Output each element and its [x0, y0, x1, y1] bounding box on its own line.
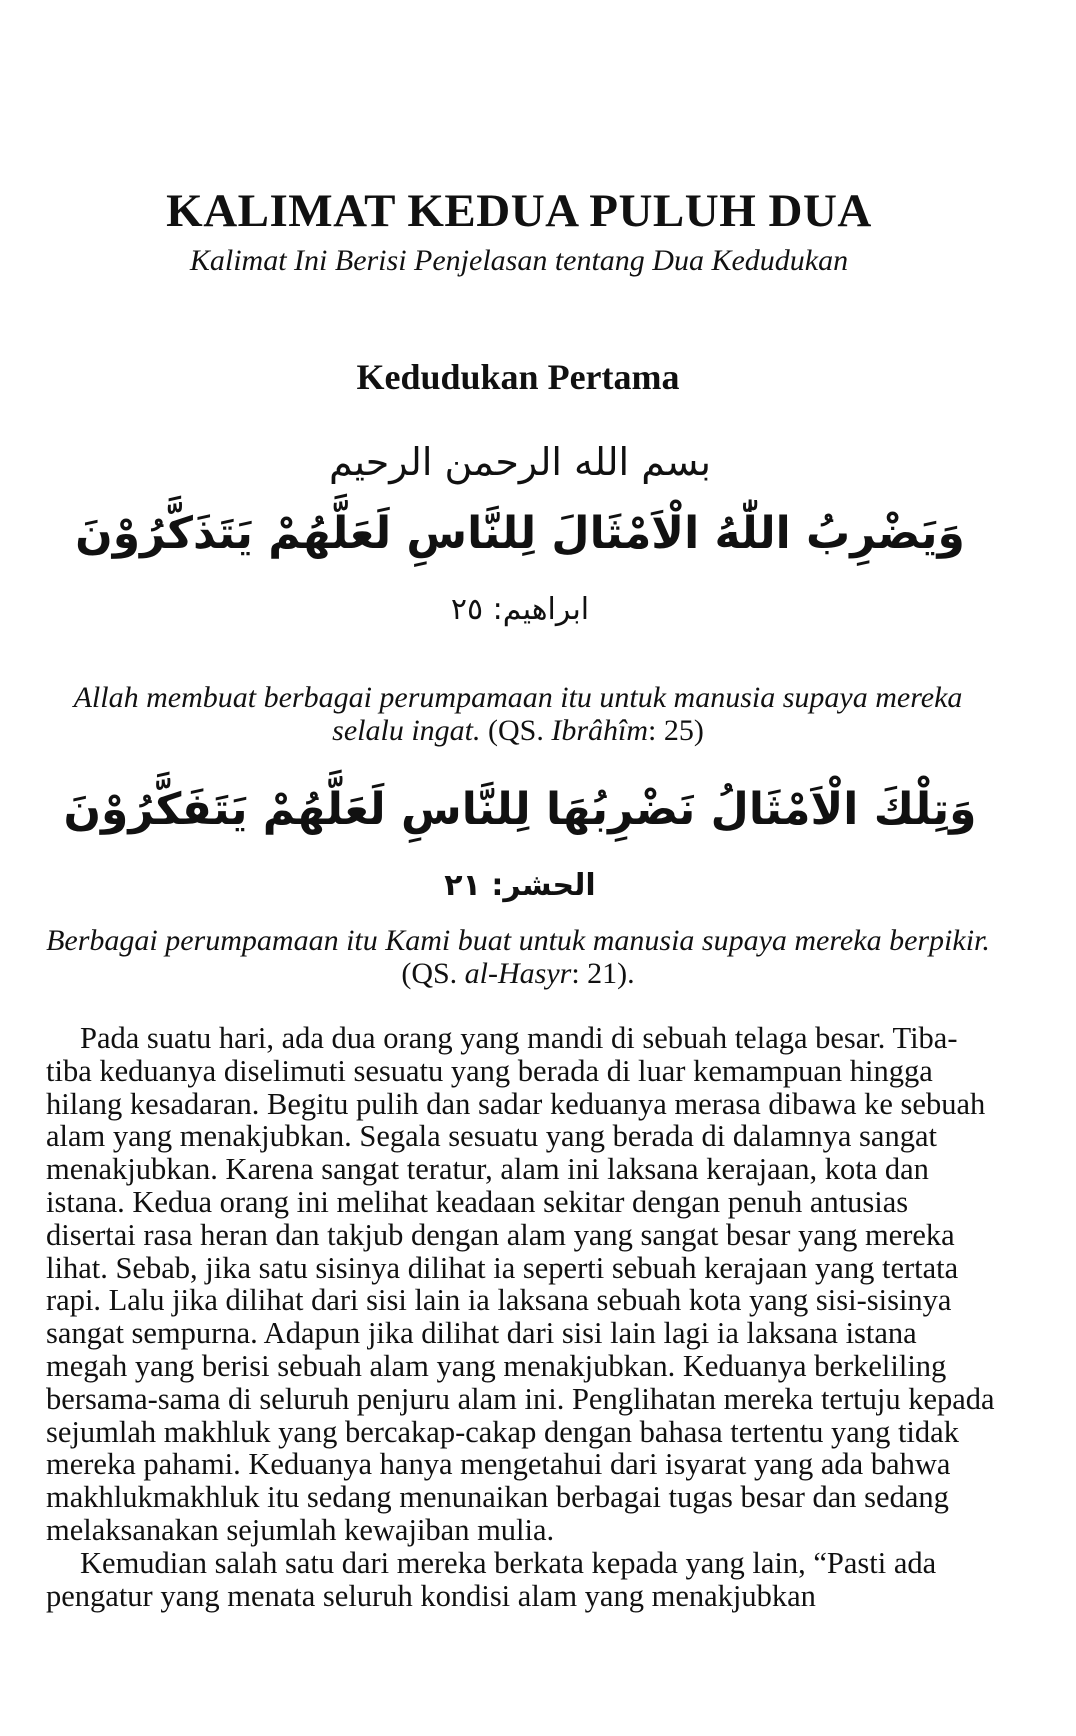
verse-translation-hasyr: [46, 924, 990, 990]
verse-reference-hasyr: الحشر: ٢١: [444, 868, 596, 903]
verse-arabic-ibrahim: وَيَضْرِبُ اللّٰهُ الْاَمْثَالَ لِلنَّاسِ لَعَلَّهُمْ يَتَذَكَّرُوْنَ: [75, 508, 965, 559]
citation-surah: al-Hasyr: [464, 957, 572, 990]
chapter-title: KALIMAT KEDUA PULUH DUA: [166, 185, 872, 237]
body-text: [46, 1022, 996, 1612]
verse-translation-ibrahim: [46, 681, 990, 747]
translation-text: Allah membuat berbagai perumpamaan itu untuk manusia supaya mereka selalu ingat.: [73, 681, 963, 747]
citation-suffix: : 21).: [571, 957, 635, 990]
translation-text: Berbagai perumpamaan itu Kami buat untuk manusia supaya mereka berpikir.: [46, 924, 990, 957]
verse-reference-ibrahim: ابراهيم: ٢٥: [450, 592, 590, 627]
verse-arabic-hasyr: وَتِلْكَ الْاَمْثَالُ نَضْرِبُهَا لِلنَّاسِ لَعَلَّهُمْ يَتَفَكَّرُوْنَ: [63, 784, 977, 835]
body-paragraph: Kemudian salah satu dari mereka berkata kepada yang lain, “Pasti ada pengatur yang menata seluruh kondisi alam yang menakjubkan: [46, 1545, 937, 1613]
citation-prefix: (QS.: [488, 714, 552, 747]
citation-prefix: (QS.: [401, 957, 465, 990]
section-heading: Kedudukan Pertama: [356, 357, 680, 397]
citation-suffix: : 25): [648, 714, 704, 747]
citation-surah: Ibrâhîm: [551, 714, 649, 747]
chapter-subtitle: Kalimat Ini Berisi Penjelasan tentang Dua Kedudukan: [189, 244, 849, 277]
body-paragraph: Pada suatu hari, ada dua orang yang mandi di sebuah telaga besar. Tiba-tiba keduanya diselimuti sesuatu yang berada di luar kemampuan hingga hilang kesadaran. Begitu pulih dan sadar keduanya merasa dibawa ke sebuah alam yang menakjubkan. Segala sesuatu yang berada di dalamnya sangat menakjubkan. Karena sangat teratur, alam ini laksana kerajaan, kota dan istana. Kedua orang ini melihat keadaan sekitar dengan penuh antusias disertai rasa heran dan takjub dengan alam yang sangat besar yang mereka lihat. Sebab, jika satu sisinya dilihat ia seperti sebuah kerajaan yang tertata rapi. Lalu jika dilihat dari sisi lain ia laksana sebuah kota yang sisi-sisinya sangat sempurna. Adapun jika dilihat dari sisi lain lagi ia laksana istana megah yang berisi sebuah alam yang menakjubkan. Keduanya berkeliling bersama-sama di seluruh penjuru alam ini. Penglihatan mereka tertuju kepada sejumlah makhluk yang bercakap-cakap dengan bahasa tertentu yang tidak mereka pahami. Keduanya hanya mengetahui dari isyarat yang ada bahwa makhlukmakhluk itu sedang menunaikan berbagai tugas besar dan sedang melaksanakan sejumlah kewajiban mulia.: [46, 1021, 995, 1547]
basmala-arabic: بسم الله الرحمن الرحيم: [329, 440, 711, 484]
